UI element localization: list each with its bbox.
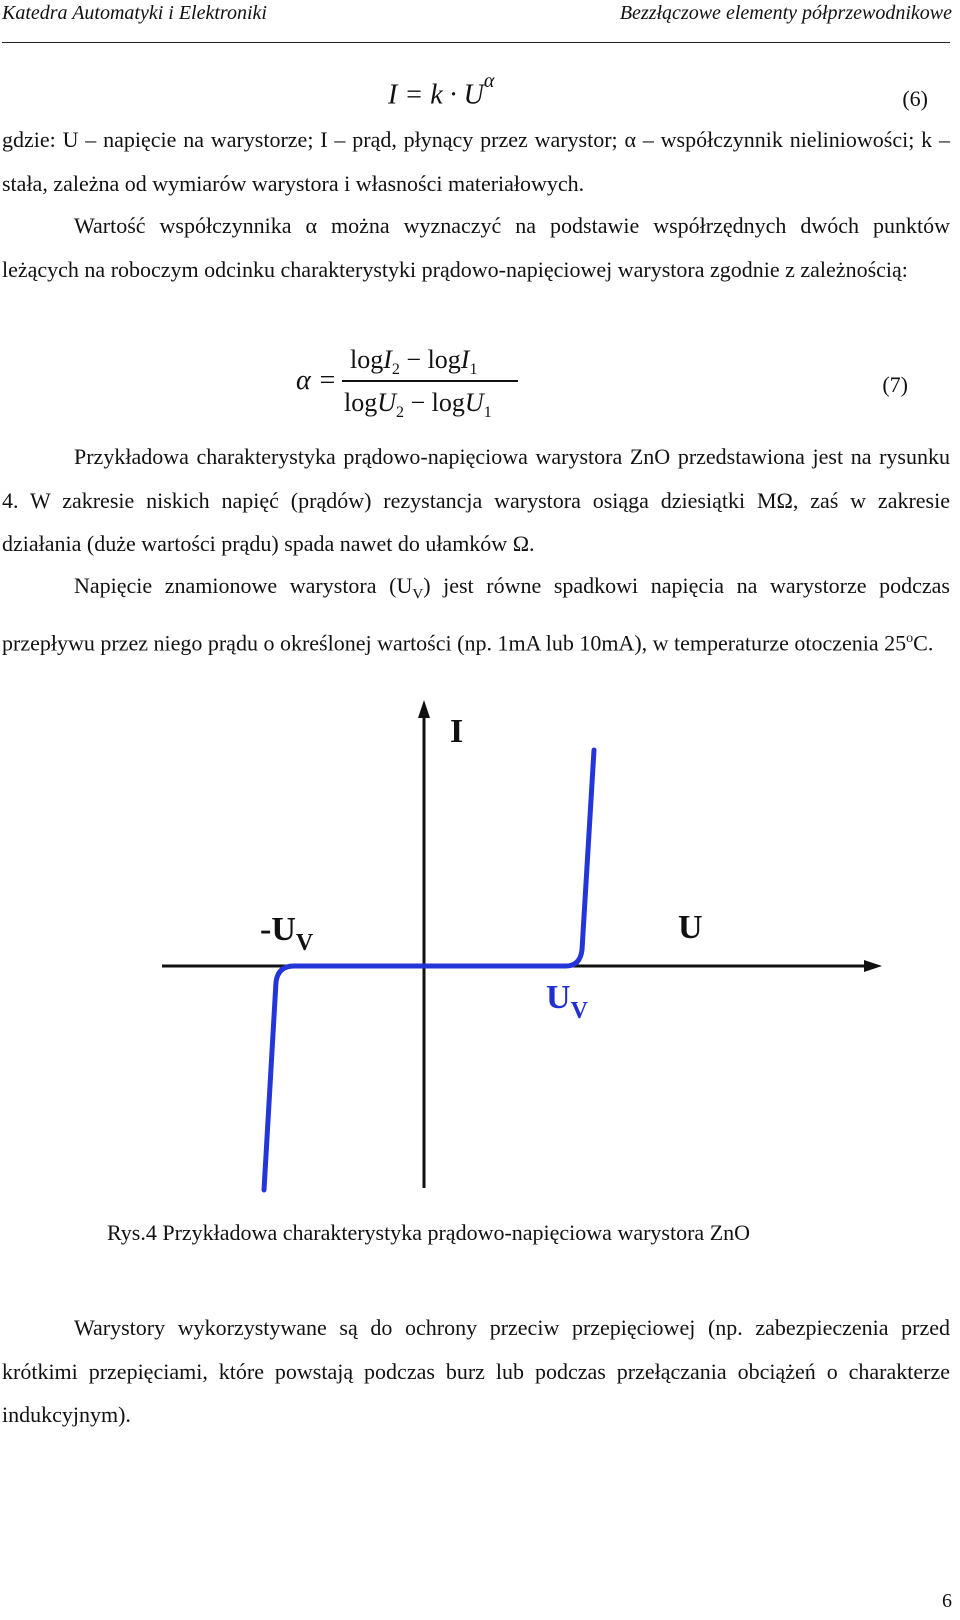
label-neg-uv-sub: V bbox=[295, 930, 314, 956]
varistor-iv-curve bbox=[264, 750, 594, 1190]
u-axis-arrow bbox=[864, 960, 882, 972]
paragraph-5-text: Warystory wykorzystywane są do ochrony przeciw przepięciowej (np. zabezpieczenia przed krótkimi przepięciami, które powstają podczas burz lub podczas przełączania obciążeń o charakterze indukcyjnym). bbox=[2, 1315, 950, 1427]
paragraph-2-text: Wartość współczynnika α można wyznaczyć na podstawie współrzędnych dwóch punktów leżących na roboczym odcinku charakterystyki prądowo-napięciowej warystora zgodnie z zależnością: bbox=[2, 213, 950, 282]
axis-label-i: I bbox=[450, 713, 464, 750]
equation-7-number: (7) bbox=[882, 372, 908, 397]
paragraph-4-a: Napięcie znamionowe warystora (U bbox=[74, 573, 413, 598]
label-pos-uv-main: U bbox=[546, 979, 571, 1016]
num-i2-sub: 2 bbox=[391, 361, 400, 379]
paragraph-5 bbox=[2, 1306, 950, 1437]
page-number: 6 bbox=[942, 1590, 952, 1612]
den-u2-sub: 2 bbox=[396, 404, 405, 422]
figure-caption: Rys.4 Przykładowa charakterystyka prądowo-napięciowa warystora ZnO bbox=[107, 1220, 751, 1245]
paragraph-3-text: Przykładowa charakterystyka prądowo-napięciowa warystora ZnO przedstawiona jest na rysunku 4. W zakresie niskich napięć (prądów) rezystancja warystora osiąga dziesiątki MΩ, zaś w zakresie działania (duże wartości prądu) spada nawet do ułamków Ω. bbox=[2, 444, 950, 556]
equation-6-number: (6) bbox=[902, 86, 928, 111]
den-u1: U bbox=[464, 388, 484, 417]
i-axis-arrow bbox=[418, 700, 430, 718]
num-log-1: log bbox=[350, 345, 384, 374]
equation-6-exponent: α bbox=[483, 70, 495, 92]
label-pos-uv-sub: V bbox=[570, 998, 588, 1024]
den-u1-sub: 1 bbox=[483, 404, 492, 422]
num-i1: I bbox=[460, 345, 470, 374]
den-u2: U bbox=[377, 388, 397, 417]
paragraph-4-b: ) jest równe spadkowi napięcia na warystorze podczas przepływu przez niego prądu o określonej wartości (np. 1mA lub 10mA), w temperaturze otoczenia 25 bbox=[2, 573, 950, 656]
axis-label-u: U bbox=[678, 909, 703, 946]
paragraph-1: gdzie: U – napięcie na warystorze; I – prąd, płynący przez warystor; α – współczynnik nieliniowości; k – stała, zależna od wymiarów warystora i własności materiałowych. bbox=[2, 127, 950, 196]
den-log-1: log bbox=[344, 388, 378, 417]
equation-7-lhs: α = bbox=[296, 365, 337, 396]
paragraph-4-sup: o bbox=[906, 630, 914, 646]
paragraph-4-sub: V bbox=[412, 586, 424, 603]
header-left: Katedra Automatyki i Elektroniki bbox=[2, 2, 267, 24]
label-neg-uv-main: -U bbox=[260, 911, 296, 948]
equation-6-formula: I = k · U bbox=[388, 79, 484, 111]
label-pos-uv bbox=[546, 979, 589, 1024]
num-i2: I bbox=[383, 345, 392, 374]
paragraph-4-c: C. bbox=[913, 630, 934, 656]
label-neg-uv bbox=[260, 911, 314, 956]
num-log-2: − log bbox=[406, 345, 461, 374]
num-i1-sub: 1 bbox=[469, 361, 478, 379]
header-right: Bezzłączowe elementy półprzewodnikowe bbox=[619, 2, 952, 24]
den-log-2: − log bbox=[410, 388, 465, 417]
